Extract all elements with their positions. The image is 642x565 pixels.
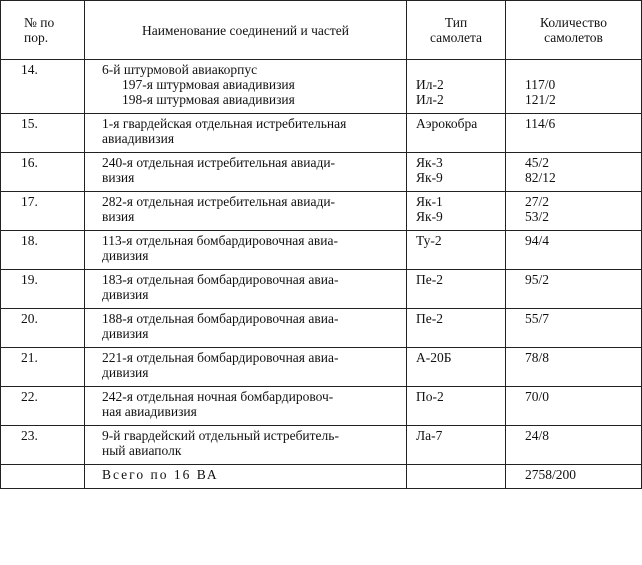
total-label: Всего по 16 ВА: [85, 465, 407, 489]
table-header-row: [1, 1, 642, 60]
header-number: № по пор.: [1, 1, 85, 60]
aircraft-count: 70/0: [506, 387, 642, 426]
header-unit-name: Наименование соединений и частей: [85, 1, 407, 60]
table-row: [1, 270, 642, 309]
table-row: [1, 231, 642, 270]
aircraft-count: 114/6: [506, 114, 642, 153]
aircraft-type: Як-1 Як-9: [407, 192, 506, 231]
aircraft-count: 78/8: [506, 348, 642, 387]
row-number: 22.: [1, 387, 85, 426]
aircraft-type: Пе-2: [407, 270, 506, 309]
row-number: 17.: [1, 192, 85, 231]
table-row: [1, 153, 642, 192]
row-number: 20.: [1, 309, 85, 348]
total-empty-type: [407, 465, 506, 489]
aircraft-type: Як-3 Як-9: [407, 153, 506, 192]
total-count: 2758/200: [506, 465, 642, 489]
row-number: 18.: [1, 231, 85, 270]
total-empty-cell: [1, 465, 85, 489]
row-number: 23.: [1, 426, 85, 465]
table-row: [1, 192, 642, 231]
aircraft-type: Пе-2: [407, 309, 506, 348]
unit-name: 183-я отдельная бомбардировочная авиа- дивизия: [85, 270, 407, 309]
aircraft-type: По-2: [407, 387, 506, 426]
table-row: [1, 309, 642, 348]
header-aircraft-type: Тип самолета: [407, 1, 506, 60]
aircraft-type: А-20Б: [407, 348, 506, 387]
row-number: 16.: [1, 153, 85, 192]
table-row: [1, 60, 642, 114]
aircraft-type: Ла-7: [407, 426, 506, 465]
unit-name: 188-я отдельная бомбардировочная авиа- дивизия: [85, 309, 407, 348]
unit-name: 240-я отдельная истребительная авиади- визия: [85, 153, 407, 192]
unit-name: 221-я отдельная бомбардировочная авиа- дивизия: [85, 348, 407, 387]
table-row: [1, 114, 642, 153]
header-aircraft-count: Количество самолетов: [506, 1, 642, 60]
unit-name: 9-й гвардейский отдельный истребитель- ный авиаполк: [85, 426, 407, 465]
unit-name: 6-й штурмовой авиакорпус 197-я штурмовая авиадивизия 198-я штурмовая авиадивизия: [85, 60, 407, 114]
unit-name: 282-я отдельная истребительная авиади- визия: [85, 192, 407, 231]
aircraft-count: 55/7: [506, 309, 642, 348]
row-number: 19.: [1, 270, 85, 309]
aircraft-count: 95/2: [506, 270, 642, 309]
table-row: [1, 387, 642, 426]
total-row: [1, 465, 642, 489]
aircraft-type: Ту-2: [407, 231, 506, 270]
unit-name: 113-я отдельная бомбардировочная авиа- дивизия: [85, 231, 407, 270]
sub-unit-name: 198-я штурмовая авиадивизия: [122, 92, 295, 107]
aircraft-count: 45/2 82/12: [506, 153, 642, 192]
sub-unit-name: 197-я штурмовая авиадивизия: [122, 77, 295, 92]
aircraft-count: 117/0 121/2: [506, 60, 642, 114]
aircraft-type: Аэрокобра: [407, 114, 506, 153]
unit-name: 242-я отдельная ночная бомбардировоч- ная авиадивизия: [85, 387, 407, 426]
row-number: 21.: [1, 348, 85, 387]
aircraft-count: 27/2 53/2: [506, 192, 642, 231]
aircraft-count: 94/4: [506, 231, 642, 270]
table-row: [1, 348, 642, 387]
aircraft-type: Ил-2 Ил-2: [407, 60, 506, 114]
row-number: 14.: [1, 60, 85, 114]
unit-name: 1-я гвардейская отдельная истребительная авиадивизия: [85, 114, 407, 153]
table-row: [1, 426, 642, 465]
aircraft-count: 24/8: [506, 426, 642, 465]
row-number: 15.: [1, 114, 85, 153]
